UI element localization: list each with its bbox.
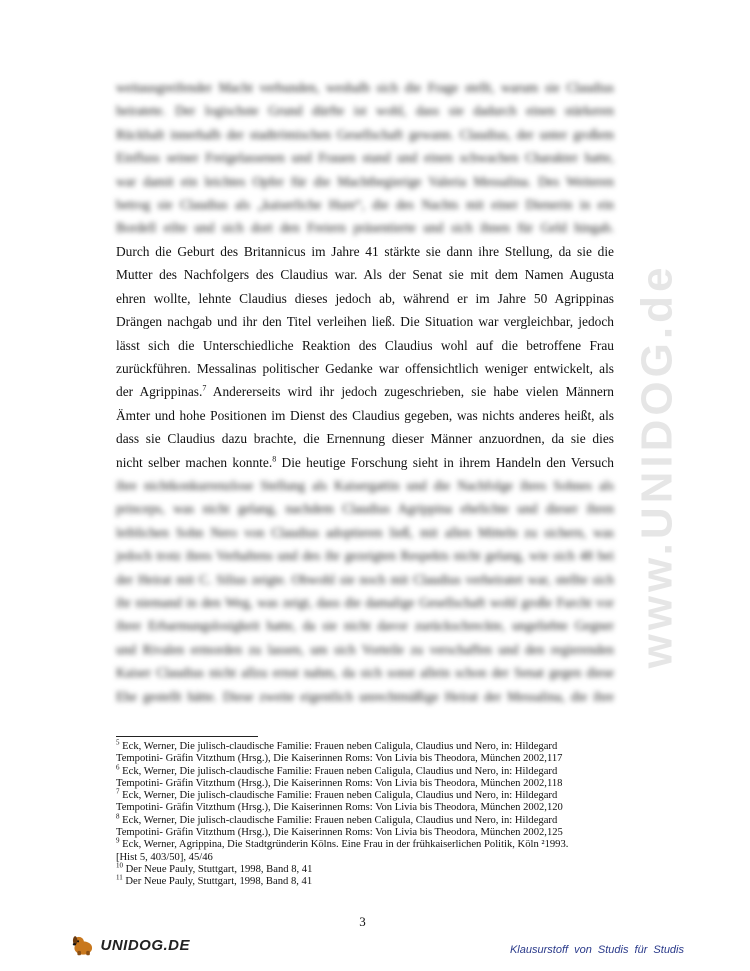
footnote-separator <box>116 736 258 737</box>
blurred-text-line: ihrer Erbarmungslosigkeit hatte, da sie nicht davor zurückschreckte, ungeliebte Gegner <box>116 618 614 634</box>
footnote-number: 5 <box>116 738 120 747</box>
footnote-entry <box>116 802 636 814</box>
blurred-text-line: princeps, was nicht gelang, nachdem Claudius Agrippina ehelichte und dieser ihren <box>116 501 614 517</box>
footnote-text: Tempotini- Gräfin Vitzthum (Hrsg.), Die Kaiserinnen Roms: Von Livia bis Theodora, München 2002,117 <box>116 753 563 765</box>
footnote-number: 11 <box>116 873 123 882</box>
watermark-text: www.UNIDOG.de <box>632 263 681 669</box>
blurred-text-line: Kaiser Claudius nicht allzu ernst nahm, da sich sonst allein schon der Senat gegen diese <box>116 665 614 681</box>
footnote-ref[interactable]: 8 <box>272 454 277 464</box>
footnote-entry <box>116 873 636 888</box>
paragraph-line <box>116 427 614 450</box>
line-text: zurückführen. Messalinas politischer Gedanke war offensichtlich weniger entwickelt, als <box>116 361 614 377</box>
paragraph-line <box>116 240 614 263</box>
line-text: nicht selber machen konnte. <box>116 454 273 470</box>
footnote-entry <box>116 812 636 827</box>
footnote-text: Tempotini- Gräfin Vitzthum (Hrsg.), Die Kaiserinnen Roms: Von Livia bis Theodora, München 2002,120 <box>116 802 563 814</box>
blurred-paragraph-bottom <box>116 474 614 708</box>
footnote-ref[interactable]: 7 <box>202 383 207 393</box>
line-text: Mutter des Nachfolgers des Claudius war. Als der Senat sie mit dem Namen Augusta <box>116 267 614 283</box>
page-number: 3 <box>359 914 366 929</box>
footnote-entry <box>116 738 636 753</box>
paragraph-line <box>116 380 614 403</box>
line-text-continued: Die heutige Forschung sieht in ihrem Handeln den Versuch <box>276 454 614 470</box>
paragraph-line <box>116 404 614 427</box>
visible-paragraph <box>116 240 614 474</box>
footnote-entry <box>116 778 636 790</box>
unidog-logo[interactable] <box>70 928 190 962</box>
paragraph-line <box>116 334 614 357</box>
paragraph-line <box>116 357 614 380</box>
footnote-text: Eck, Werner, Die julisch-claudische Familie: Frauen neben Caligula, Claudius und Nero, in: Hildegard <box>119 765 558 777</box>
footnote-entry <box>116 861 636 876</box>
footer-tagline: Klausurstoff von Studis für Studis <box>509 944 684 956</box>
blurred-text-line: ihr niemand in den Weg, was zeigt, dass die damalige Gesellschaft wohl große Furcht vor <box>116 595 614 611</box>
logo-text: UNIDOG.DE <box>100 936 190 954</box>
footnote-entry <box>116 827 636 839</box>
footnote-text: Eck, Werner, Die julisch-claudische Familie: Frauen neben Caligula, Claudius und Nero, in: Hildegard <box>119 790 558 802</box>
line-text: Ämter und hohe Positionen im Dienst des Claudius gegeben, was nichts anderes heißt, als <box>116 407 614 423</box>
line-text: dass sie Claudius dazu brachte, die Ernennung dieser Männer anzuordnen, da sie dies <box>116 431 614 447</box>
footnote-number: 9 <box>116 836 120 845</box>
footnotes <box>116 738 636 889</box>
blurred-text-line: und Rivalen ermorden zu lassen, um sich Vorteile zu verschaffen und den regierenden <box>116 641 614 657</box>
footnote-text: Tempotini- Gräfin Vitzthum (Hrsg.), Die Kaiserinnen Roms: Von Livia bis Theodora, München 2002,125 <box>116 827 563 839</box>
watermark <box>612 256 702 676</box>
line-text: Durch die Geburt des Britannicus im Jahre 41 stärkte sie dann ihre Stellung, da sie die <box>116 244 614 259</box>
line-text: ehren wollte, lehnte Claudius dieses jedoch ab, während er im Jahre 50 Agrippinas <box>116 290 614 306</box>
footnote-number: 8 <box>116 812 120 821</box>
blurred-text-line: weitausgreifender Macht verbunden, weshalb sich die Frage stellt, warum sie Claudius <box>116 80 614 95</box>
line-text: Drängen nachgab und ihr den Titel verleihen ließ. Die Situation war vergleichbar, jedoch <box>116 314 614 330</box>
line-text: lässt sich die Unterschiedliche Reaktion des Claudius wohl auf die betroffene Frau <box>116 337 614 353</box>
blurred-text-line: der Heirat mit C. Silius zeigte. Obwohl sie noch mit Claudius verheiratet war, stellte sich <box>116 571 614 587</box>
footnote-entry <box>116 787 636 802</box>
blurred-text-line: jedoch trotz ihres Verhaltens und des ihr gezeigten Respekts nicht gelang, wie sich 48 bei <box>116 548 614 564</box>
footnote-entry <box>116 852 636 864</box>
blurred-text-line: Rückhalt innerhalb der stadtrömischen Gesellschaft gewann. Claudius, der unter großem <box>116 126 614 142</box>
footnote-text: Eck, Werner, Die julisch-claudische Familie: Frauen neben Caligula, Claudius und Nero, in: Hildegard <box>119 741 558 752</box>
footnote-text: Eck, Werner, Die julisch-claudische Familie: Frauen neben Caligula, Claudius und Nero, in: Hildegard <box>119 814 558 826</box>
paragraph-line <box>116 287 614 310</box>
footnote-number: 10 <box>116 861 123 870</box>
blurred-text-line: Bordell eilte und sich dort den Freiern präsentierte und sich ihnen für Geld hingab. <box>116 220 614 236</box>
dog-mascot-icon <box>70 929 96 961</box>
footnote-number: 7 <box>116 787 120 796</box>
line-text-continued: Andererseits wird ihr jedoch zugeschrieben, sie habe vielen Männern <box>206 384 614 400</box>
paragraph-line <box>116 451 614 474</box>
footnote-text: Der Neue Pauly, Stuttgart, 1998, Band 8, 41 <box>123 863 313 875</box>
blurred-text-line: leiblichen Sohn Nero von Claudius adoptieren ließ, mit allen Mitteln zu sichern, was <box>116 524 614 540</box>
footnote-text: Eck, Werner, Agrippina, Die Stadtgründerin Kölns. Eine Frau in der frühkaiserlichen Politik, Köln ²1993. <box>119 839 569 851</box>
footnote-entry <box>116 753 636 765</box>
blurred-text-line: war damit ein leichtes Opfer für die Machtbegierige Valeria Messalina. Des Weiteren <box>116 173 614 189</box>
blurred-text-line: betrog sie Claudius als „kaiserliche Hure“, die des Nachts mit einer Dienerin in ein <box>116 197 614 213</box>
blurred-paragraph-top <box>116 76 614 240</box>
paragraph-line <box>116 310 614 333</box>
blurred-text-line: Einfluss seiner Freigelassenen und Frauen stand und einen schwachen Charakter hatte, <box>116 150 614 166</box>
footnote-entry <box>116 836 636 851</box>
footnote-number: 6 <box>116 763 120 772</box>
footnote-text: Tempotini- Gräfin Vitzthum (Hrsg.), Die Kaiserinnen Roms: Von Livia bis Theodora, München 2002,118 <box>116 777 563 789</box>
footnote-text: Der Neue Pauly, Stuttgart, 1998, Band 8, 41 <box>122 876 313 888</box>
blurred-text-line: Ehe gestellt hätte. Diese zweite eigentlich unrechtmäßige Heirat der Messalina, die ihre <box>116 688 614 704</box>
paragraph-line <box>116 263 614 286</box>
blurred-text-line: ihre nichtkonkurrenzlose Stellung als Kaisergattin und die Nachfolge ihres Sohnes als <box>116 478 614 493</box>
footnote-text: [Hist 5, 403/50], 45/46 <box>116 851 213 863</box>
line-text: der Agrippinas. <box>116 384 203 400</box>
blurred-text-line: heiratete. Der logischste Grund dürfte ist wohl, dass sie dadurch einen stärkeren <box>116 103 614 119</box>
footnote-entry <box>116 763 636 778</box>
